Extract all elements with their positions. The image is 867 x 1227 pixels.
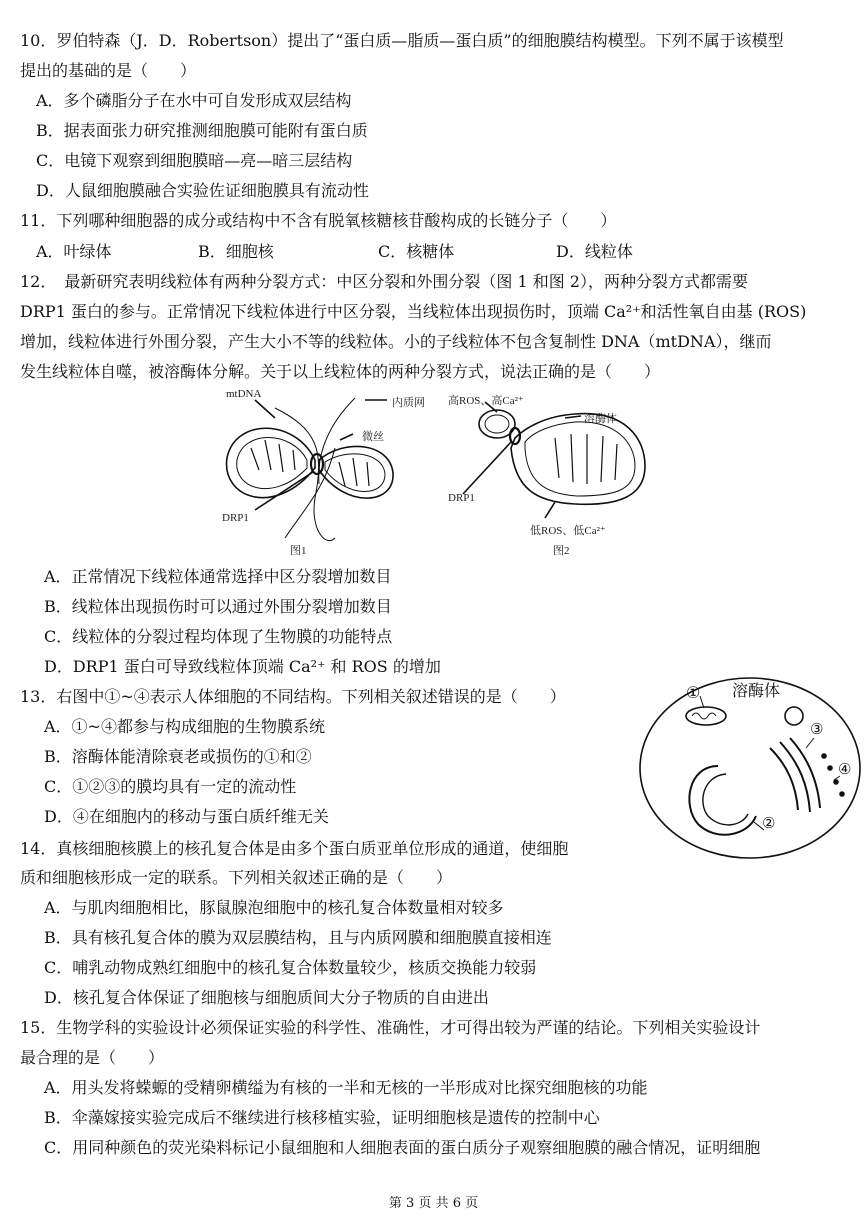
q15-option-c: C．用同种颜色的荧光染料标记小鼠细胞和人细胞表面的蛋白质分子观察细胞膜的融合情况，证明细胞 — [44, 1138, 761, 1157]
q14-option-a: A．与肌肉细胞相比，豚鼠腺泡细胞中的核孔复合体数量相对较多 — [44, 898, 504, 917]
q15-option-a: A．用头发将蝾螈的受精卵横缢为有核的一半和无核的一半形成对比探究细胞核的功能 — [44, 1078, 648, 1097]
q15-stem-line2: 最合理的是（ ） — [20, 1048, 165, 1067]
fig1-microfilament-label: 微丝 — [362, 431, 384, 443]
q15-stem-line1: 15．生物学科的实验设计必须保证实验的科学性、准确性，才可得出较为严谨的结论。下列相关实验设计 — [20, 1018, 761, 1037]
q12-stem-line3: 增加，线粒体进行外围分裂，产生大小不等的线粒体。小的子线粒体不包含复制性 DNA（mtDNA），继而 — [20, 332, 772, 351]
cell-label-3: ③ — [810, 720, 824, 738]
q13-option-d: D．④在细胞内的移动与蛋白质纤维无关 — [44, 807, 329, 826]
q12-option-d: D．DRP1 蛋白可导致线粒体顶端 Ca²⁺ 和 ROS 的增加 — [44, 657, 441, 676]
q13-option-b: B．溶酶体能清除衰老或损伤的①和② — [44, 747, 312, 766]
q11-option-c: C．核糖体 — [378, 242, 455, 261]
page-footer: 第 3 页 共 6 页 — [388, 1196, 479, 1211]
fig2-caption: 图2 — [553, 545, 570, 557]
q10-stem-line2: 提出的基础的是（ ） — [20, 61, 197, 80]
fig2-drp1-label: DRP1 — [448, 492, 475, 504]
q14-option-d: D．核孔复合体保证了细胞核与细胞质间大分子物质的自由进出 — [44, 988, 489, 1007]
q11-option-d: D．线粒体 — [556, 242, 633, 261]
q11-stem: 11．下列哪种细胞器的成分或结构中不含有脱氧核糖核苷酸构成的长链分子（ ） — [20, 211, 617, 230]
fig2-high-label: 高ROS、高Ca²⁺ — [448, 395, 524, 407]
q13-option-a: A．①~④都参与构成细胞的生物膜系统 — [44, 717, 325, 736]
q14-option-c: C．哺乳动物成熟红细胞中的核孔复合体数量较少，核质交换能力较弱 — [44, 958, 537, 977]
fig2-lysosome-label: 溶酶体 — [584, 413, 617, 425]
q11-option-a: A．叶绿体 — [36, 242, 112, 261]
q12-stem-line2: DRP1 蛋白的参与。正常情况下线粒体进行中区分裂，当线粒体出现损伤时，顶端 Ca²⁺和活性氧自由基 (ROS) — [20, 302, 807, 321]
cell-label-2: ② — [762, 814, 776, 832]
q10-option-d: D．人鼠细胞膜融合实验佐证细胞膜具有流动性 — [36, 181, 369, 200]
q10-option-c: C．电镜下观察到细胞膜暗—亮—暗三层结构 — [36, 151, 353, 170]
q12-stem-line1: 12． 最新研究表明线粒体有两种分裂方式：中区分裂和外围分裂（图 1 和图 2），两种分裂方式都需要 — [20, 272, 748, 291]
q12-option-b: B．线粒体出现损伤时可以通过外围分裂增加数目 — [44, 597, 392, 616]
q14-option-b: B．具有核孔复合体的膜为双层膜结构，且与内质网膜和细胞膜直接相连 — [44, 928, 552, 947]
fig1-drp1-label: DRP1 — [222, 512, 249, 524]
cell-label-1: ① — [686, 683, 701, 702]
q12-option-c: C．线粒体的分裂过程均体现了生物膜的功能特点 — [44, 627, 393, 646]
q11-option-b: B．细胞核 — [198, 242, 274, 261]
q12-stem-line4: 发生线粒体自噬，被溶酶体分解。关于以上线粒体的两种分裂方式，说法正确的是（ ） — [20, 362, 661, 381]
cell-label-4: ④ — [838, 760, 852, 778]
fig2-low-label: 低ROS、低Ca²⁺ — [530, 525, 606, 537]
q14-stem-line2: 质和细胞核形成一定的联系。下列相关叙述正确的是（ ） — [20, 868, 453, 887]
q10-option-a: A．多个磷脂分子在水中可自发形成双层结构 — [36, 91, 352, 110]
q12-option-a: A．正常情况下线粒体通常选择中区分裂增加数目 — [44, 567, 392, 586]
cell-lysosome-label: 溶酶体 — [732, 681, 781, 700]
cell-diagram — [638, 676, 863, 861]
fig1-er-label: 内质网 — [392, 397, 425, 409]
q14-stem-line1: 14．真核细胞核膜上的核孔复合体是由多个蛋白质亚单位形成的通道，使细胞 — [20, 839, 569, 858]
q15-option-b: B．伞藻嫁接实验完成后不继续进行核移植实验，证明细胞核是遗传的控制中心 — [44, 1108, 600, 1127]
q10-stem-line1: 10．罗伯特森（J．D．Robertson）提出了“蛋白质—脂质—蛋白质”的细胞膜结构模型。下列不属于该模型 — [20, 31, 784, 50]
q13-stem: 13．右图中①~④表示人体细胞的不同结构。下列相关叙述错误的是（ ） — [20, 687, 566, 706]
fig1-mtdna-label: mtDNA — [226, 388, 262, 400]
q10-option-b: B．据表面张力研究推测细胞膜可能附有蛋白质 — [36, 121, 368, 140]
fig1-caption: 图1 — [290, 545, 307, 557]
q13-option-c: C．①②③的膜均具有一定的流动性 — [44, 777, 297, 796]
